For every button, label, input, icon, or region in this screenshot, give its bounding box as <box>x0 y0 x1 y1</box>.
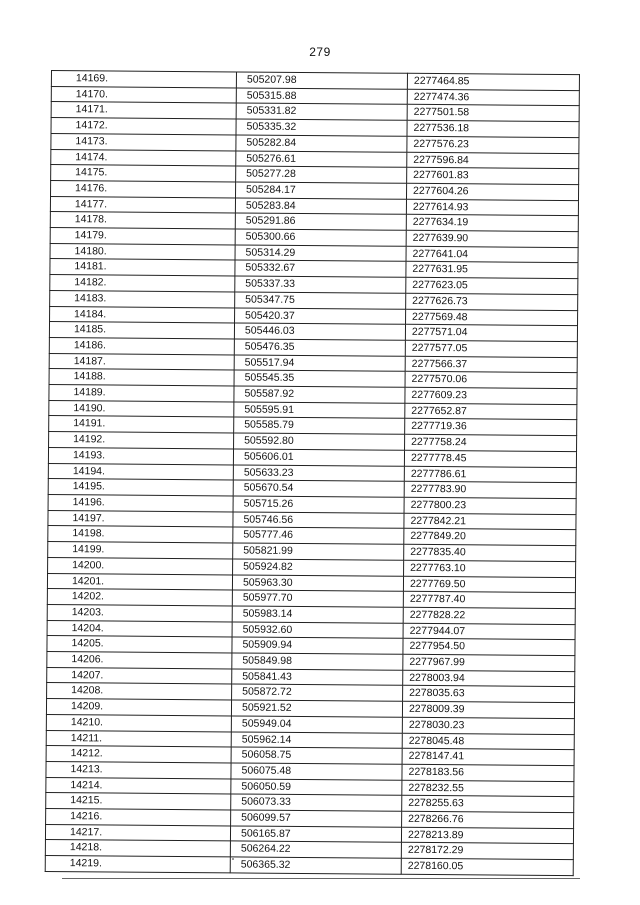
point-number-cell: 14213. <box>46 761 231 778</box>
easting-cell: 505315.88 <box>236 88 407 105</box>
easting-cell: 505670.54 <box>233 480 404 497</box>
point-number-cell: 14199. <box>48 542 233 559</box>
easting-cell: 505746.56 <box>233 512 404 529</box>
point-number-cell: 14201. <box>47 573 232 590</box>
point-number-cell: 14171. <box>51 102 236 119</box>
table-row <box>45 856 573 876</box>
point-number-cell: 14186. <box>49 337 234 354</box>
point-number-cell: 14191. <box>49 416 234 433</box>
northing-cell: 2277800.23 <box>404 497 576 514</box>
easting-cell: 505291.86 <box>235 213 406 230</box>
point-number-cell: 14218. <box>45 840 230 857</box>
table-body <box>45 71 579 876</box>
northing-cell: 2277623.05 <box>406 277 578 294</box>
northing-cell: 2277536.18 <box>407 120 579 137</box>
point-number-cell: 14185. <box>49 322 234 339</box>
northing-cell: 2277944.07 <box>403 623 575 640</box>
point-number-cell: 14187. <box>49 353 234 370</box>
northing-cell: 2277652.87 <box>405 403 577 420</box>
point-number-cell: 14174. <box>51 149 236 166</box>
easting-cell: 505715.26 <box>233 496 404 513</box>
easting-cell: 505587.92 <box>234 386 405 403</box>
point-number-cell: 14172. <box>51 118 236 135</box>
easting-cell: 505924.82 <box>233 559 404 576</box>
point-number-cell: 14217. <box>45 824 230 841</box>
northing-cell: 2277577.05 <box>405 340 577 357</box>
easting-cell: 505963.30 <box>232 574 403 591</box>
northing-cell: 2277566.37 <box>405 356 577 373</box>
point-number-cell: 14179. <box>50 228 235 245</box>
page-number: 279 <box>309 45 331 59</box>
easting-cell: 505849.98 <box>232 653 403 670</box>
easting-cell: 505277.28 <box>236 166 407 183</box>
northing-cell: 2277842.21 <box>404 513 576 530</box>
northing-cell: 2277464.85 <box>407 73 579 90</box>
northing-cell: 2277719.36 <box>405 419 577 436</box>
easting-cell: 505476.35 <box>234 339 405 356</box>
coordinates-table-container <box>45 70 557 876</box>
easting-cell: 505921.52 <box>231 700 402 717</box>
northing-cell: 2277626.73 <box>406 293 578 310</box>
easting-cell: 506264.22 <box>230 841 401 858</box>
northing-cell: 2277634.19 <box>406 215 578 232</box>
point-number-cell: 14176. <box>51 180 236 197</box>
point-number-cell: 14207. <box>47 667 232 684</box>
easting-cell: 505332.67 <box>235 260 406 277</box>
northing-cell: 2277501.58 <box>407 105 579 122</box>
easting-cell: 506073.33 <box>231 794 402 811</box>
easting-cell: 505595.91 <box>234 402 405 419</box>
point-number-cell: 14203. <box>47 604 232 621</box>
easting-cell: 505337.33 <box>235 276 406 293</box>
point-number-cell: 14183. <box>50 290 235 307</box>
point-number-cell: 14192. <box>49 432 234 449</box>
northing-cell: 2277609.23 <box>405 387 577 404</box>
scan-speck <box>232 858 234 860</box>
point-number-cell: 14194. <box>48 463 233 480</box>
point-number-cell: 14208. <box>47 683 232 700</box>
northing-cell: 2277967.99 <box>403 654 575 671</box>
point-number-cell: 14215. <box>46 793 231 810</box>
point-number-cell: 14206. <box>47 652 232 669</box>
northing-cell: 2278147.41 <box>402 749 574 766</box>
easting-cell: 505347.75 <box>235 292 406 309</box>
northing-cell: 2278232.55 <box>402 780 574 797</box>
easting-cell: 505446.03 <box>234 323 405 340</box>
point-number-cell: 14173. <box>51 133 236 150</box>
point-number-cell: 14182. <box>50 275 235 292</box>
easting-cell: 505872.72 <box>232 684 403 701</box>
northing-cell: 2277576.23 <box>407 136 579 153</box>
point-number-cell: 14197. <box>48 510 233 527</box>
northing-cell: 2278030.23 <box>402 717 574 734</box>
northing-cell: 2278213.89 <box>401 827 573 844</box>
point-number-cell: 14193. <box>48 447 233 464</box>
easting-cell: 505585.79 <box>234 417 405 434</box>
easting-cell: 505545.35 <box>234 370 405 387</box>
northing-cell: 2278255.63 <box>402 796 574 813</box>
point-number-cell: 14200. <box>48 557 233 574</box>
northing-cell: 2277570.06 <box>405 372 577 389</box>
easting-cell: 505932.60 <box>232 622 403 639</box>
northing-cell: 2278003.94 <box>403 670 575 687</box>
easting-cell: 505517.94 <box>234 355 405 372</box>
easting-cell: 505962.14 <box>231 731 402 748</box>
easting-cell: 506058.75 <box>231 747 402 764</box>
easting-cell: 506050.59 <box>231 779 402 796</box>
easting-cell: 505314.29 <box>235 245 406 262</box>
northing-cell: 2277758.24 <box>405 434 577 451</box>
northing-cell: 2277835.40 <box>404 544 576 561</box>
northing-cell: 2277954.50 <box>403 639 575 656</box>
easting-cell: 505606.01 <box>233 449 404 466</box>
northing-cell: 2277604.26 <box>406 183 578 200</box>
northing-cell: 2277786.61 <box>404 466 576 483</box>
northing-cell: 2277778.45 <box>404 450 576 467</box>
point-number-cell: 14209. <box>46 699 231 716</box>
point-number-cell: 14219. <box>45 856 230 873</box>
northing-cell: 2277639.90 <box>406 230 578 247</box>
easting-cell: 505983.14 <box>232 606 403 623</box>
northing-cell: 2277787.40 <box>403 591 575 608</box>
northing-cell: 2278266.76 <box>402 811 574 828</box>
footer-rule <box>62 878 580 879</box>
northing-cell: 2277571.04 <box>405 325 577 342</box>
easting-cell: 505300.66 <box>235 229 406 246</box>
northing-cell: 2278160.05 <box>401 858 573 875</box>
point-number-cell: 14198. <box>48 526 233 543</box>
easting-cell: 506099.57 <box>231 810 402 827</box>
point-number-cell: 14178. <box>50 212 235 229</box>
easting-cell: 505949.04 <box>231 716 402 733</box>
easting-cell: 506075.48 <box>231 763 402 780</box>
northing-cell: 2277631.95 <box>406 262 578 279</box>
easting-cell: 505633.23 <box>233 465 404 482</box>
northing-cell: 2278035.63 <box>403 686 575 703</box>
easting-cell: 505276.61 <box>236 150 407 167</box>
point-number-cell: 14177. <box>50 196 235 213</box>
coordinates-table <box>45 70 580 876</box>
point-number-cell: 14212. <box>46 746 231 763</box>
point-number-cell: 14214. <box>46 777 231 794</box>
point-number-cell: 14195. <box>48 479 233 496</box>
easting-cell: 505592.80 <box>234 433 405 450</box>
northing-cell: 2277601.83 <box>407 168 579 185</box>
northing-cell: 2277569.48 <box>406 309 578 326</box>
point-number-cell: 14189. <box>49 385 234 402</box>
point-number-cell: 14211. <box>46 730 231 747</box>
point-number-cell: 14205. <box>47 636 232 653</box>
easting-cell: 505821.99 <box>233 543 404 560</box>
northing-cell: 2277614.93 <box>406 199 578 216</box>
point-number-cell: 14216. <box>46 809 231 826</box>
easting-cell: 505207.98 <box>236 72 407 89</box>
northing-cell: 2277763.10 <box>404 560 576 577</box>
easting-cell: 505977.70 <box>232 590 403 607</box>
point-number-cell: 14181. <box>50 259 235 276</box>
northing-cell: 2277641.04 <box>406 246 578 263</box>
point-number-cell: 14188. <box>49 369 234 386</box>
easting-cell: 506165.87 <box>230 826 401 843</box>
northing-cell: 2277849.20 <box>404 529 576 546</box>
easting-cell: 506365.32 <box>230 857 401 874</box>
easting-cell: 505841.43 <box>232 669 403 686</box>
northing-cell: 2277769.50 <box>403 576 575 593</box>
point-number-cell: 14175. <box>51 165 236 182</box>
point-number-cell: 14210. <box>46 714 231 731</box>
northing-cell: 2278183.56 <box>402 764 574 781</box>
point-number-cell: 14196. <box>48 494 233 511</box>
easting-cell: 505283.84 <box>235 198 406 215</box>
point-number-cell: 14184. <box>50 306 235 323</box>
northing-cell: 2277474.36 <box>407 89 579 106</box>
northing-cell: 2278045.48 <box>402 733 574 750</box>
point-number-cell: 14202. <box>47 589 232 606</box>
point-number-cell: 14169. <box>51 71 236 88</box>
northing-cell: 2277783.90 <box>404 482 576 499</box>
point-number-cell: 14170. <box>51 86 236 103</box>
northing-cell: 2277596.84 <box>407 152 579 169</box>
easting-cell: 505331.82 <box>236 103 407 120</box>
northing-cell: 2277828.22 <box>403 607 575 624</box>
easting-cell: 505420.37 <box>235 307 406 324</box>
point-number-cell: 14180. <box>50 243 235 260</box>
easting-cell: 505777.46 <box>233 527 404 544</box>
easting-cell: 505909.94 <box>232 637 403 654</box>
point-number-cell: 14204. <box>47 620 232 637</box>
northing-cell: 2278009.39 <box>402 701 574 718</box>
easting-cell: 505282.84 <box>236 135 407 152</box>
point-number-cell: 14190. <box>49 400 234 417</box>
easting-cell: 505284.17 <box>236 182 407 199</box>
northing-cell: 2278172.29 <box>401 843 573 860</box>
easting-cell: 505335.32 <box>236 119 407 136</box>
